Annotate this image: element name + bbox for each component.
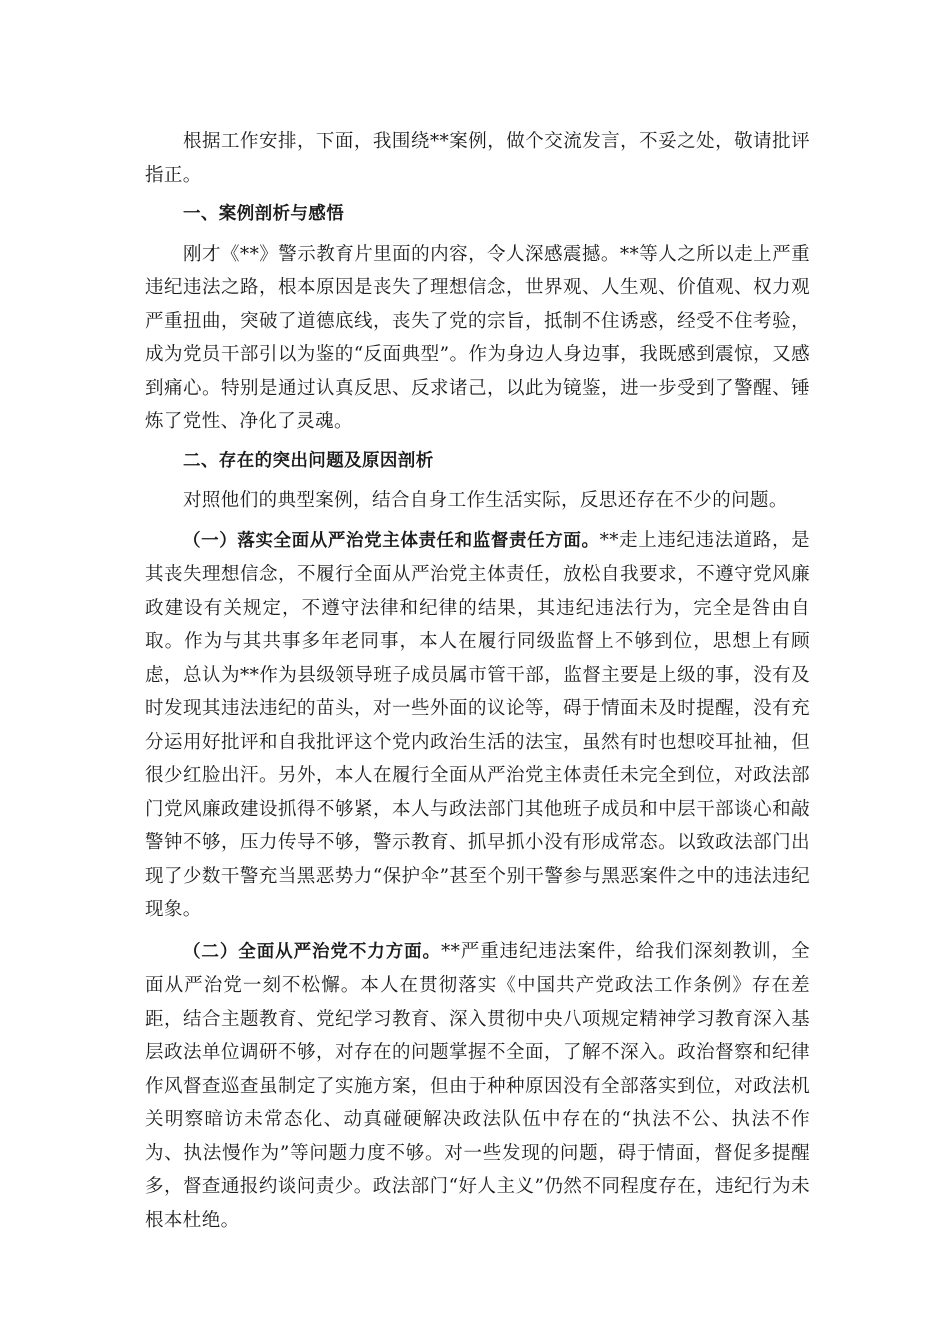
section-2-heading: 二、存在的突出问题及原因剖析 (183, 450, 434, 471)
section-1-heading: 一、案例剖析与感悟 (183, 204, 345, 224)
item-1-lead: （一）落实全面从严治党主体责任和监督责任方面。 (183, 530, 600, 551)
section-2-intro-paragraph: 对照他们的典型案例，结合自身工作生活实际，反思还存在不少的问题。 (183, 490, 788, 511)
item-2-lead: （二）全面从严治党不力方面。 (183, 941, 441, 962)
item-2-paragraph (145, 935, 810, 1238)
section-1-paragraph: 刚才《**》警示教育片里面的内容，令人深感震撼。**等人之所以走上严重违纪违法之路，根本原因是丧失了理想信念，世界观、人生观、价值观、权力观严重扭曲，突破了道德底线，丧失了党的宗旨，抵制不住诱惑，经受不住考验，成为党员干部引以为鉴的“反面典型”。作为身边人身边事，我既感到震惊，又感到痛心。特别是通过认真反思、反求诸己，以此为镜鉴，进一步受到了警醒、锤炼了党性、净化了灵魂。 (145, 243, 810, 432)
item-2-body: **严重违纪违法案件，给我们深刻教训，全面从严治党一刻不松懈。本人在贯彻落实《中国共产党政法工作条例》存在差距，结合主题教育、党纪学习教育、深入贯彻中央八项规定精神学习教育深入基层政法单位调研不够，对存在的问题掌握不全面，了解不深入。政治督察和纪律作风督查巡查虽制定了实施方案，但由于种种原因没有全部落实到位，对政法机关明察暗访未常态化、动真碰硬解决政法队伍中存在的“执法不公、执法不作为、执法慢作为”等问题力度不够。对一些发现的问题，碍于情面，督促多提醒多，督查通报约谈问责少。政法部门“好人主义”仍然不同程度存在，违纪行为未根本杜绝。 (145, 940, 810, 1231)
item-1-paragraph (145, 524, 810, 927)
spacer (145, 927, 810, 935)
document-page (145, 125, 810, 1237)
item-1-body: **走上违纪违法道路，是其丧失理想信念，不履行全面从严治党主体责任，放松自我要求，不遵守党风廉政建设有关规定，不遵守法律和纪律的结果，其违纪违法行为，完全是咎由自取。作为与其共事多年老同事，本人在履行同级监督上不够到位，思想上有顾虑，总认为**作为县级领导班子成员属市管干部，监督主要是上级的事，没有及时发现其违法违纪的苗头，对一些外面的议论等，碍于情面未及时提醒，没有充分运用好批评和自我批评这个党内政治生活的法宝，虽然有时也想咬耳扯袖，但很少红脸出汗。另外，本人在履行全面从严治党主体责任未完全到位，对政法部门党风廉政建设抓得不够紧，本人与政法部门其他班子成员和中层干部谈心和敲警钟不够，压力传导不够，警示教育、抓早抓小没有形成常态。以致政法部门出现了少数干警充当黑恶势力“保护伞”甚至个别干警参与黑恶案件之中的违法违纪现象。 (145, 529, 810, 920)
intro-paragraph: 根据工作安排，下面，我围绕**案例，做个交流发言，不妥之处，敬请批评指正。 (145, 131, 810, 186)
